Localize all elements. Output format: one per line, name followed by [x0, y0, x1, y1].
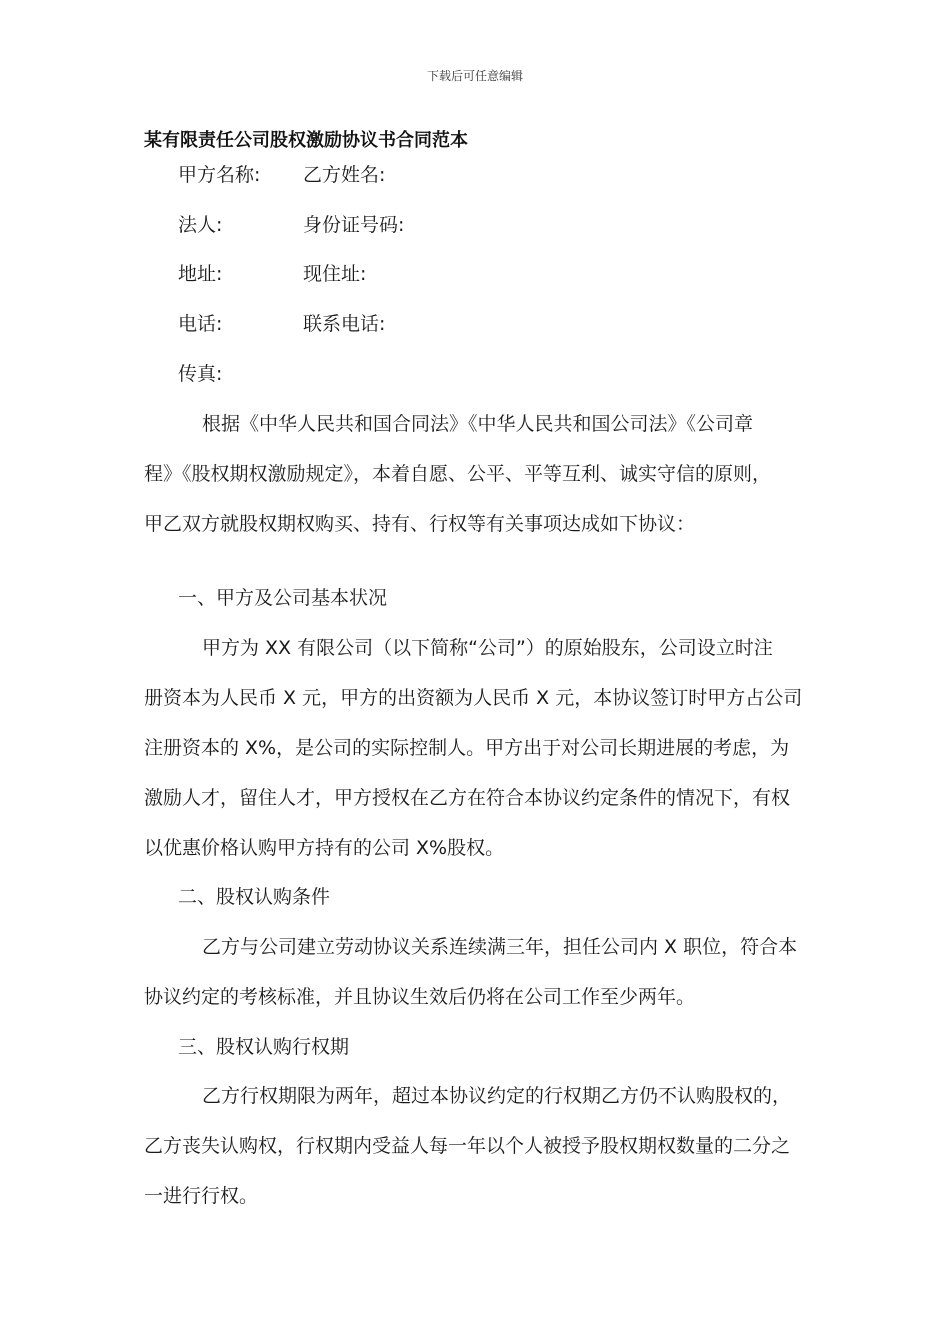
section-line: 乙方与公司建立劳动协议关系连续满三年，担任公司内 X 职位，符合本 [202, 936, 798, 958]
section-line: 以优惠价格认购甲方持有的公司 X%股权。 [144, 837, 505, 859]
section-heading: 三、股权认购行权期 [178, 1036, 350, 1058]
party-b-name-label: 乙方姓名: [303, 164, 386, 186]
section-line: 甲方为 XX 有限公司（以下简称“公司”）的原始股东，公司设立时注 [202, 637, 773, 659]
party-a-name-label: 甲方名称: [178, 164, 261, 186]
section-line: 激励人才，留住人才，甲方授权在乙方在符合本协议约定条件的情况下，有权 [144, 787, 791, 809]
intro-line: 根据《中华人民共和国合同法》《中华人民共和国公司法》《公司章 [202, 413, 754, 435]
section-heading: 一、甲方及公司基本状况 [178, 587, 388, 609]
section-heading: 二、股权认购条件 [178, 886, 331, 908]
current-address-label: 现住址: [303, 263, 367, 285]
legal-person-label: 法人: [178, 214, 223, 236]
contact-phone-label: 联系电话: [303, 313, 386, 335]
section-line: 注册资本的 X%，是公司的实际控制人。甲方出于对公司长期进展的考虑，为 [144, 737, 790, 759]
section-line: 协议约定的考核标准，并且协议生效后仍将在公司工作至少两年。 [144, 986, 696, 1008]
fax-label: 传真: [178, 363, 223, 385]
section-line: 乙方行权期限为两年，超过本协议约定的行权期乙方仍不认购股权的， [202, 1085, 792, 1107]
section-line: 乙方丧失认购权，行权期内受益人每一年以个人被授予股权期权数量的二分之 [144, 1135, 791, 1157]
id-number-label: 身份证号码: [303, 214, 405, 236]
section-line: 一进行行权。 [144, 1185, 259, 1207]
section-line: 册资本为人民币 X 元，甲方的出资额为人民币 X 元，本协议签订时甲方占公司 [144, 687, 803, 709]
document-title: 某有限责任公司股权激励协议书合同范本 [144, 130, 468, 151]
intro-line: 程》《股权期权激励规定》，本着自愿、公平、平等互利、诚实守信的原则， [144, 463, 772, 485]
header-note: 下载后可任意编辑 [426, 69, 523, 83]
intro-line: 甲乙双方就股权期权购买、持有、行权等有关事项达成如下协议： [144, 513, 696, 535]
address-label: 地址: [178, 263, 223, 285]
phone-label: 电话: [178, 313, 223, 335]
